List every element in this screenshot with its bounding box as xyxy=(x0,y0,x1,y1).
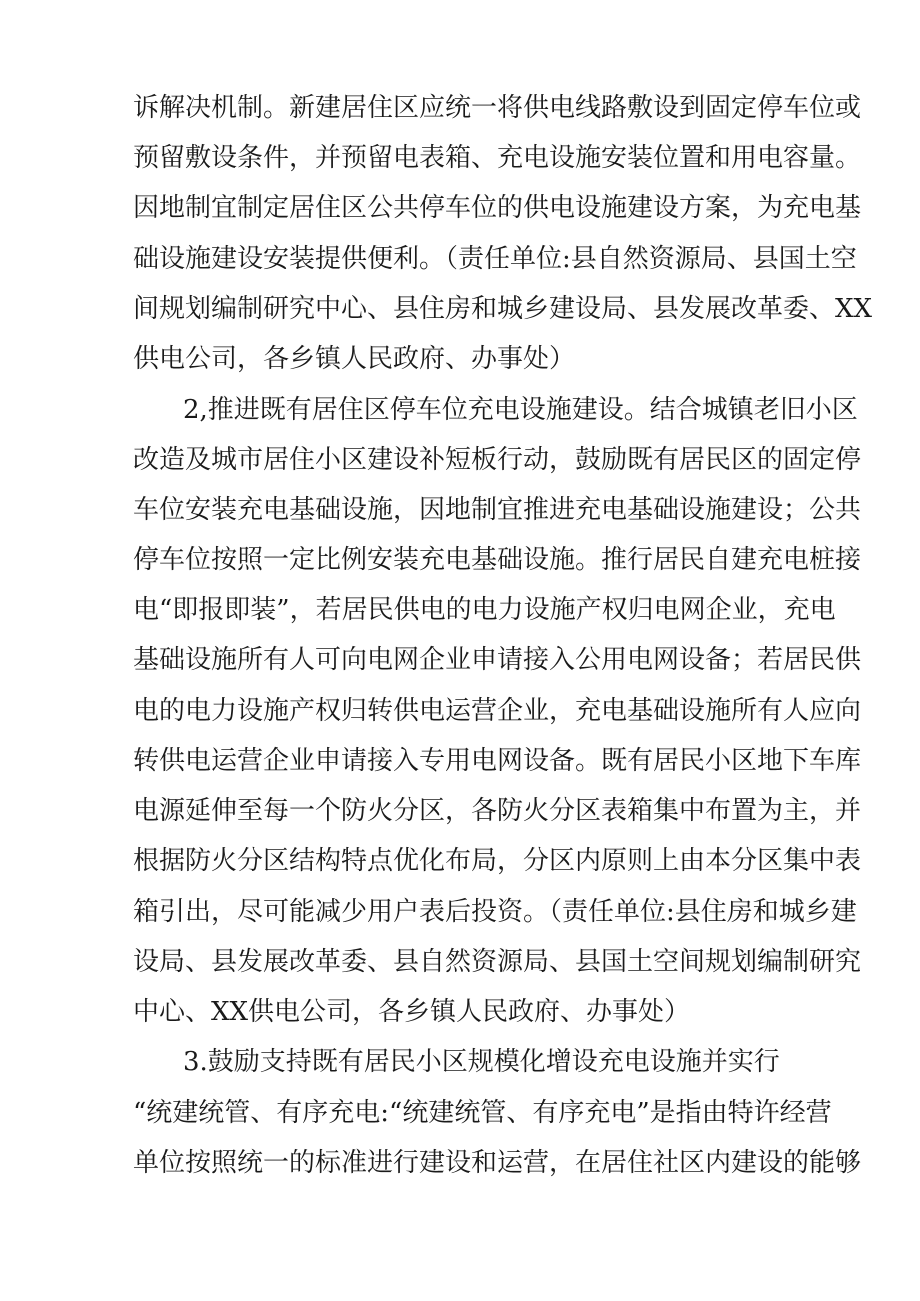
text-line: 电的电力设施产权归转供电运营企业，充电基础设施所有人应向 xyxy=(133,696,862,726)
text-line: 基础设施所有人可向电网企业申请接入公用电网设备；若居民供 xyxy=(133,645,862,675)
text-line: 预留敷设条件，并预留电表箱、充电设施安装位置和用电容量。 xyxy=(133,143,862,173)
text-line: 础设施建设安装提供便利。（责任单位:县自然资源局、县国土空 xyxy=(133,244,857,274)
text-line: 中心、XX供电公司，各乡镇人民政府、办事处） xyxy=(133,997,691,1027)
text-line: 2,推进既有居住区停车位充电设施建设。结合城镇老旧小区 xyxy=(183,395,858,425)
text-line: 间规划编制研究中心、县住房和城乡建设局、县发展改革委、XX xyxy=(133,294,873,324)
text-line: 电“即报即装”，若居民供电的电力设施产权归电网企业，充电 xyxy=(133,595,836,625)
text-line: 改造及城市居住小区建设补短板行动，鼓励既有居民区的固定停 xyxy=(133,445,862,475)
text-line: “统建统管、有序充电:“统建统管、有序充电”是指由特许经营 xyxy=(133,1098,832,1128)
text-line: 3.鼓励支持既有居民小区规模化增设充电设施并实行 xyxy=(183,1047,780,1077)
text-line: 车位安装充电基础设施，因地制宜推进充电基础设施建设；公共 xyxy=(133,495,862,525)
text-line: 根据防火分区结构特点优化布局，分区内原则上由本分区集中表 xyxy=(133,846,862,876)
text-line: 转供电运营企业申请接入专用电网设备。既有居民小区地下车库 xyxy=(133,746,862,776)
text-line: 诉解决机制。新建居住区应统一将供电线路敷设到固定停车位或 xyxy=(133,93,862,123)
text-line: 箱引出，尽可能减少用户表后投资。（责任单位:县住房和城乡建 xyxy=(133,897,857,927)
text-line: 单位按照统一的标准进行建设和运营，在居住社区内建设的能够 xyxy=(133,1148,862,1178)
text-line: 停车位按照一定比例安装充电基础设施。推行居民自建充电桩接 xyxy=(133,545,862,575)
text-line: 因地制宜制定居住区公共停车位的供电设施建设方案，为充电基 xyxy=(133,193,862,223)
text-line: 电源延伸至每一个防火分区，各防火分区表箱集中布置为主，并 xyxy=(133,796,862,826)
text-line: 设局、县发展改革委、县自然资源局、县国土空间规划编制研究 xyxy=(133,947,862,977)
text-line: 供电公司，各乡镇人民政府、办事处） xyxy=(133,344,576,374)
